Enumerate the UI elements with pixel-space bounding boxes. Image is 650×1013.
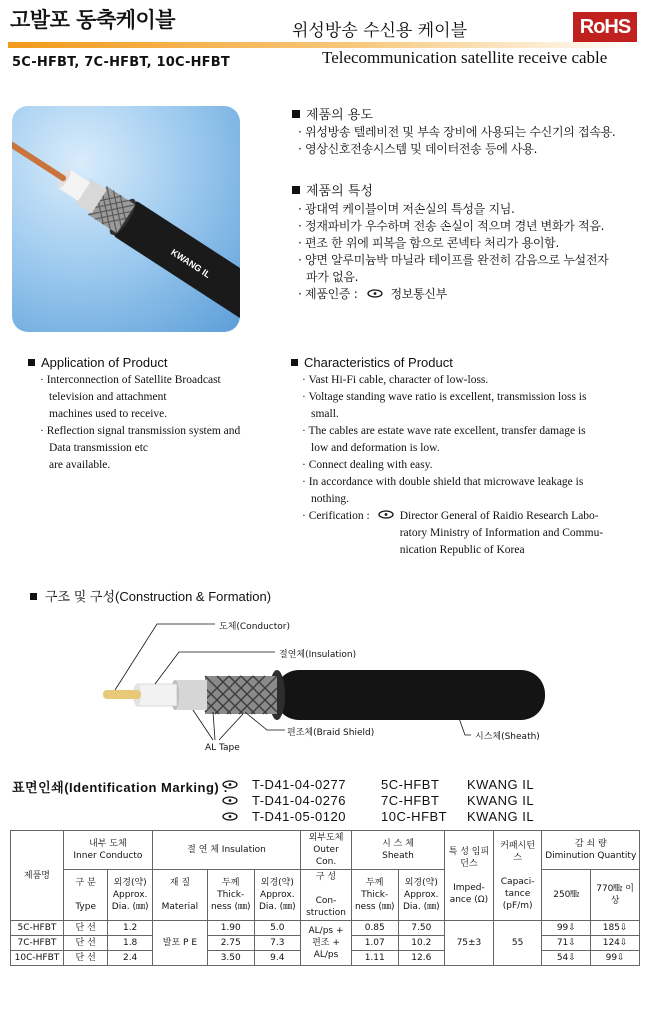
cell-od2: 7.3: [254, 936, 301, 951]
list-item: · In accordance with double shield that microwave leakage is: [302, 476, 584, 488]
list-item: · 편조 한 위에 피복을 함으로 콘넥타 처리가 용이함.: [298, 236, 559, 250]
cell-name: 5C-HFBT: [11, 921, 64, 936]
construction-diagram: [95, 612, 555, 766]
subtitle-english: Telecommunication satellite receive cable: [322, 48, 608, 67]
marking-line: T-D41-05-0120 10C-HFBT KWANG IL: [222, 809, 534, 825]
header-thickness: 두께 Thick- ness (㎜): [351, 870, 398, 921]
product-photo: [12, 106, 240, 332]
characteristics-list-en: [302, 372, 642, 559]
certification-ko: · 제품인증 : 정보통신부: [298, 287, 447, 301]
characteristics-heading-en: Characteristics of Product: [291, 355, 453, 370]
label-insulation: 절연체(Insulation): [279, 650, 357, 660]
cell-f1: 99⇩: [542, 921, 591, 936]
cell-f1: 54⇩: [542, 951, 591, 966]
features-list-ko: [298, 201, 608, 303]
cell-name: 7C-HFBT: [11, 936, 64, 951]
list-item: · 광대역 케이블이며 저손실의 특성을 지님.: [298, 202, 515, 216]
label-braid-shield: 편조체(Braid Shield): [287, 728, 375, 738]
list-item: · 정재파비가 우수하며 전송 손실이 적으며 경년 변화가 적음.: [298, 219, 605, 233]
header-construction: 구 성 Con- struction: [301, 870, 352, 921]
cell-od3: 10.2: [398, 936, 445, 951]
construction-heading: 구조 및 구성(Construction & Formation): [30, 586, 271, 605]
header-product: 제품명: [11, 831, 64, 921]
cable-print-text: KWANG IL: [169, 246, 213, 280]
list-item: machines used to receive.: [49, 408, 168, 420]
spec-table: [10, 830, 640, 966]
cell-impedance: 75±3: [445, 921, 494, 966]
list-item: · Voltage standing wave ratio is excellent, transmission loss is: [302, 391, 587, 403]
approval-icon: [222, 809, 238, 825]
cell-thick2: 1.07: [351, 936, 398, 951]
header-outer: 외부도체 Outer Con.: [301, 831, 352, 870]
cell-type: 단 선: [63, 921, 107, 936]
page-title: 고발포 동축케이블: [10, 8, 176, 32]
list-item: small.: [311, 408, 339, 420]
subtitle-korean: 위성방송 수신용 케이블: [292, 21, 468, 41]
header-type: 구 분 Type: [63, 870, 107, 921]
label-conductor: 도체(Conductor): [219, 622, 291, 632]
header-inner: 내부 도체 Inner Conducto: [63, 831, 152, 870]
cell-construction: AL/ps + 편조 + AL/ps: [301, 921, 352, 966]
marking-label: 표면인쇄(Identification Marking) :: [12, 780, 229, 795]
list-item: · Reflection signal transmission system and: [40, 425, 241, 437]
certification-en: · Cerification : Director General of Raidio Research Labo- ratory Ministry of Information and Commu- nication Republic of Korea: [302, 508, 642, 559]
marking-list: [222, 777, 534, 825]
marking-line: T-D41-04-0277 5C-HFBT KWANG IL: [222, 777, 534, 793]
cell-od1: 1.2: [108, 921, 152, 936]
list-item: · The cables are estate wave rate excellent, transfer damage is: [302, 425, 586, 437]
list-item: nothing.: [311, 493, 350, 505]
list-item: are available.: [49, 459, 111, 471]
cell-material: 발포 P E: [152, 921, 207, 966]
cell-thick2: 0.85: [351, 921, 398, 936]
list-item: television and attachment: [49, 391, 167, 403]
certification-icon: [367, 286, 383, 303]
header-capacitance: 커패시턴 스 Capaci- tance (pF/m): [493, 831, 542, 921]
header-thickness: 두께 Thick- ness (㎜): [207, 870, 254, 921]
header-insulation: 절 연 체 Insulation: [152, 831, 300, 870]
header-od: 외경(약) Approx. Dia. (㎜): [398, 870, 445, 921]
application-list-en: [40, 372, 240, 474]
table-header-row: [11, 831, 640, 870]
cell-thick: 3.50: [207, 951, 254, 966]
cell-thick2: 1.11: [351, 951, 398, 966]
usage-list-ko: [298, 124, 615, 158]
list-item: · 양면 알루미늄박 마닐라 테이프를 완전히 감음으로 누설전자: [298, 253, 609, 267]
list-item: · 영상신호전송시스템 및 데이터전송 등에 사용.: [298, 142, 538, 156]
list-item: · 위성방송 텔레비전 및 부속 장비에 사용되는 수신기의 접속용.: [298, 125, 616, 139]
list-item: · Interconnection of Satellite Broadcast: [40, 374, 221, 386]
cell-od3: 12.6: [398, 951, 445, 966]
cell-f1: 71⇩: [542, 936, 591, 951]
header-od: 외경(약) Approx. Dia. (㎜): [108, 870, 152, 921]
list-item: 파가 없음.: [306, 270, 359, 284]
cell-f2: 124⇩: [591, 936, 640, 951]
header-impedance: 특 성 임피던스 Imped- ance (Ω): [445, 831, 494, 921]
list-item: Data transmission etc: [49, 442, 149, 454]
certification-icon: [378, 508, 394, 559]
cell-od1: 2.4: [108, 951, 152, 966]
model-list: 5C-HFBT, 7C-HFBT, 10C-HFBT: [12, 55, 230, 70]
header-diminution: 감 쇠 량 Diminution Quantity: [542, 831, 640, 870]
approval-icon: [222, 793, 238, 809]
rohs-badge: RoHS: [573, 12, 637, 42]
list-item: · Vast Hi-Fi cable, character of low-loss.: [302, 374, 489, 386]
cell-thick: 2.75: [207, 936, 254, 951]
label-sheath: 시스체(Sheath): [475, 732, 540, 742]
approval-icon: [222, 777, 238, 793]
label-al-tape: AL Tape: [205, 743, 240, 753]
header-770mhz: 770㎒ 이상: [591, 870, 640, 921]
cell-od2: 9.4: [254, 951, 301, 966]
list-item: · Connect dealing with easy.: [302, 459, 433, 471]
application-heading-en: Application of Product: [28, 355, 167, 370]
cell-type: 단 선: [63, 951, 107, 966]
cell-od2: 5.0: [254, 921, 301, 936]
header-material: 재 질 Material: [152, 870, 207, 921]
header-250mhz: 250㎒: [542, 870, 591, 921]
cell-capacitance: 55: [493, 921, 542, 966]
features-heading-ko: 제품의 특성: [292, 180, 373, 199]
header-od: 외경(약) Approx. Dia. (㎜): [254, 870, 301, 921]
usage-heading-ko: 제품의 용도: [292, 104, 373, 123]
header-sheath: 시 스 체 Sheath: [351, 831, 444, 870]
cell-f2: 99⇩: [591, 951, 640, 966]
cell-thick: 1.90: [207, 921, 254, 936]
cell-name: 10C-HFBT: [11, 951, 64, 966]
list-item: low and deformation is low.: [311, 442, 440, 454]
table-row: [11, 921, 640, 936]
cell-f2: 185⇩: [591, 921, 640, 936]
table-subheader-row: [11, 870, 640, 921]
cell-od3: 7.50: [398, 921, 445, 936]
cell-od1: 1.8: [108, 936, 152, 951]
marking-line: T-D41-04-0276 7C-HFBT KWANG IL: [222, 793, 534, 809]
cell-type: 단 선: [63, 936, 107, 951]
